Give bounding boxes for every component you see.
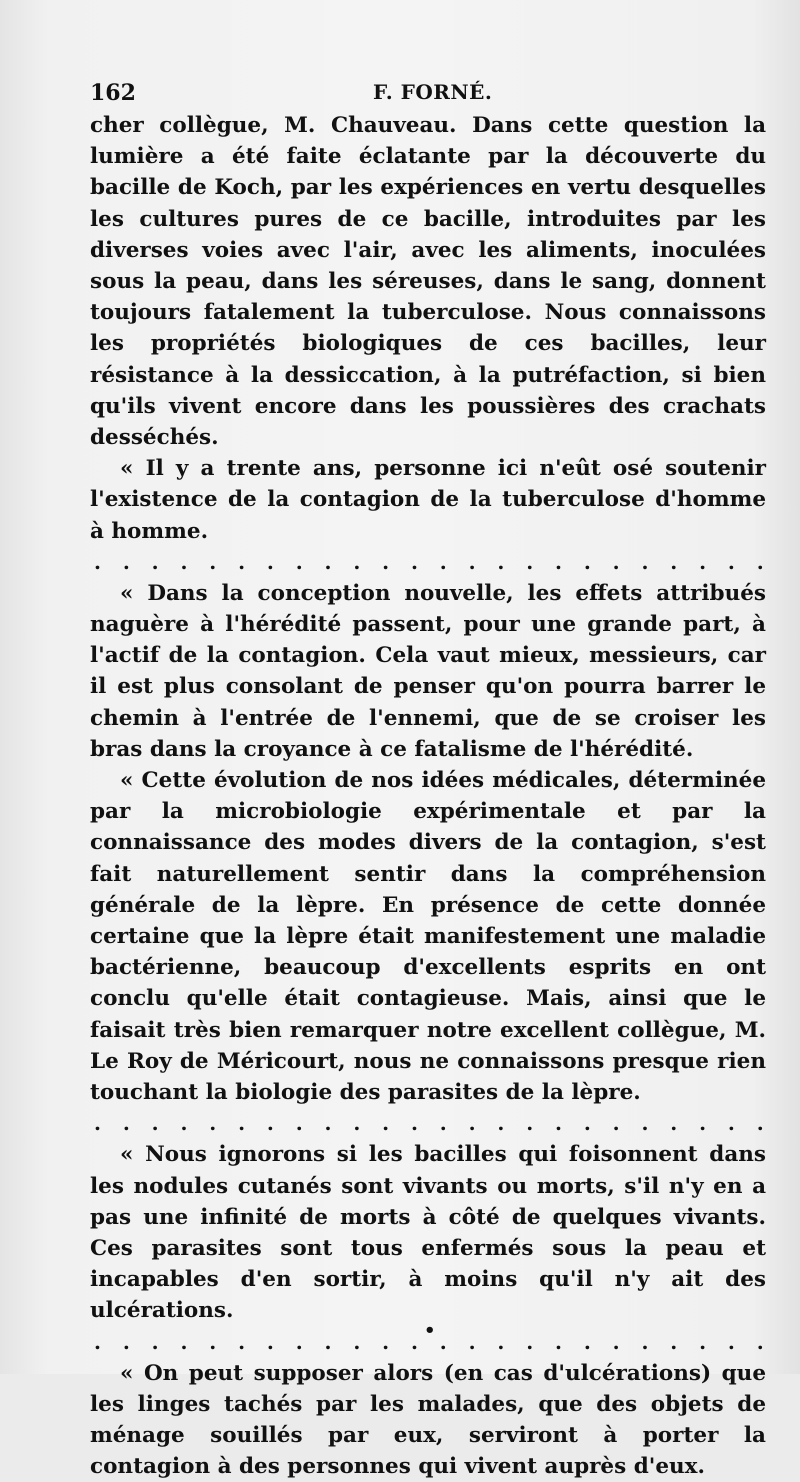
ellipsis-dot: . bbox=[670, 549, 678, 574]
page-header bbox=[88, 80, 766, 110]
ellipsis-dot: . bbox=[641, 1329, 649, 1354]
ellipsis-dot: . bbox=[122, 1111, 130, 1136]
ellipsis-dot: . bbox=[727, 1111, 735, 1136]
paragraph-5: « Nous ignorons si les bacilles qui foisonnent dans les nodules cutanés sont vivants ou morts, s'il n'y en a pas une infinité de morts à côté de quelques vivants. Ces parasites sont tous enfermés sous la peau et incapables d'en sortir, à moins qu'il n'y ait des ulcérations. bbox=[90, 1142, 766, 1324]
ellipsis-dot: . bbox=[295, 549, 303, 574]
running-head: F. FORNÉ. bbox=[373, 80, 493, 104]
ellipsis-dot: . bbox=[439, 549, 447, 574]
ellipsis-dot: . bbox=[526, 1111, 534, 1136]
paragraph-4: « Cette évolution de nos idées médicales, déterminée par la microbiologie expérimentale et par la connaissance des modes divers de la contagion, s'est fait naturellement sentir dans la compréhension générale de la lèpre. En présence de cette donnée certaine que la lèpre était manifestement une maladie bactérienne, beaucoup d'excellents esprits en ont conclu qu'elle était contagieuse. Mais, ainsi que le faisait très bien remarquer notre excellent collègue, M. Le Roy de Méricourt, nous ne connaissons presque rien touchant la biologie des parasites de la lèpre. bbox=[90, 768, 766, 1106]
ellipsis-dot: . bbox=[699, 1329, 707, 1354]
ellipsis-dot: . bbox=[555, 549, 562, 574]
ellipsis-dot: . bbox=[612, 549, 620, 574]
footer-mark: • bbox=[424, 1320, 436, 1341]
ellipsis-dot: . bbox=[295, 1329, 303, 1354]
ellipsis-dot: . bbox=[497, 1111, 505, 1136]
paragraph-6: « On peut supposer alors (en cas d'ulcérations) que les linges tachés par les malades, que des objets de ménage souillés par eux, serviront à porter la contagion à des personnes qui vivent auprès d'eux. bbox=[90, 1360, 766, 1480]
ellipsis-dot: . bbox=[468, 1329, 476, 1354]
ellipsis-row bbox=[90, 1108, 766, 1139]
ellipsis-dot: . bbox=[266, 1111, 274, 1136]
ellipsis-dot: . bbox=[324, 1111, 332, 1136]
ellipsis-dot: . bbox=[468, 549, 476, 574]
ellipsis-dot: . bbox=[497, 549, 505, 574]
ellipsis-dot: . bbox=[151, 1329, 159, 1354]
ellipsis-dot: . bbox=[151, 1111, 159, 1136]
ellipsis-dot: . bbox=[238, 1329, 246, 1354]
ellipsis-dot: . bbox=[180, 1111, 188, 1136]
ellipsis-dot: . bbox=[238, 549, 246, 574]
ellipsis-dot: . bbox=[756, 549, 764, 574]
page-number: 162 bbox=[90, 80, 136, 106]
ellipsis-dot: . bbox=[266, 1329, 274, 1354]
ellipsis-dot: . bbox=[670, 1111, 678, 1136]
ellipsis-dot: . bbox=[497, 1329, 505, 1354]
ellipsis-dot: . bbox=[526, 549, 534, 574]
ellipsis-dot: . bbox=[151, 549, 159, 574]
ellipsis-dot: . bbox=[382, 1329, 390, 1354]
ellipsis-dot: . bbox=[756, 1329, 764, 1354]
ellipsis-dot: . bbox=[382, 1111, 390, 1136]
ellipsis-dot: . bbox=[94, 1329, 101, 1354]
ellipsis-dot: . bbox=[583, 1329, 591, 1354]
paragraph-1: cher collègue, M. Chauveau. Dans cette question la lumière a été faite éclatante par la découverte du bacille de Koch, par les expériences en vertu desquelles les cultures pures de ce bacille, introduites par les diverses voies avec l'air, avec les aliments, inoculées sous la peau, dans les séreuses, dans le sang, donnent toujours fatalement la tuberculose. Nous connaissons les propriétés biologiques de ces bacilles, leur résistance à la dessiccation, à la putréfaction, si bien qu'ils vivent encore dans les poussières des crachats desséchés. bbox=[90, 113, 766, 451]
ellipsis-dot: . bbox=[353, 549, 361, 574]
ellipsis-dot: . bbox=[699, 1111, 707, 1136]
ellipsis-dot: . bbox=[468, 1111, 476, 1136]
ellipsis-row bbox=[90, 547, 766, 578]
ellipsis-dot: . bbox=[727, 1329, 735, 1354]
ellipsis-dot: . bbox=[612, 1111, 620, 1136]
ellipsis-dot: . bbox=[353, 1329, 361, 1354]
ellipsis-dot: . bbox=[641, 1111, 649, 1136]
ellipsis-dot: . bbox=[238, 1111, 246, 1136]
ellipsis-dot: . bbox=[266, 549, 274, 574]
ellipsis-dot: . bbox=[122, 549, 130, 574]
ellipsis-dot: . bbox=[526, 1329, 534, 1354]
ellipsis-dot: . bbox=[209, 549, 217, 574]
ellipsis-dot: . bbox=[555, 1329, 562, 1354]
ellipsis-dot: . bbox=[410, 1111, 418, 1136]
ellipsis-dot: . bbox=[353, 1111, 361, 1136]
ellipsis-dot: . bbox=[699, 549, 707, 574]
ellipsis-dot: . bbox=[410, 1329, 418, 1354]
ellipsis-dot: . bbox=[209, 1329, 217, 1354]
ellipsis-dot: . bbox=[180, 549, 188, 574]
ellipsis-dot: . bbox=[583, 1111, 591, 1136]
ellipsis-dot: . bbox=[324, 549, 332, 574]
ellipsis-dot: . bbox=[410, 549, 418, 574]
ellipsis-dot: . bbox=[122, 1329, 130, 1354]
ellipsis-dot: . bbox=[295, 1111, 303, 1136]
ellipsis-dot: . bbox=[382, 549, 390, 574]
ellipsis-dot: . bbox=[439, 1111, 447, 1136]
paragraph-3: « Dans la conception nouvelle, les effets attribués naguère à l'hérédité passent, pour une grande part, à l'actif de la contagion. Cela vaut mieux, messieurs, car il est plus consolant de penser qu'on pourra barrer le chemin à l'entrée de l'ennemi, que de se croiser les bras dans la croyance à ce fatalisme de l'hérédité. bbox=[90, 580, 766, 762]
ellipsis-dot: . bbox=[94, 549, 101, 574]
ellipsis-dot: . bbox=[641, 549, 649, 574]
body-text bbox=[90, 110, 766, 1482]
ellipsis-dot: . bbox=[555, 1111, 562, 1136]
paragraph-2: « Il y a trente ans, personne ici n'eût osé soutenir l'existence de la contagion de la tuberculose d'homme à homme. bbox=[90, 456, 766, 544]
ellipsis-dot: . bbox=[727, 549, 735, 574]
ellipsis-dot: . bbox=[439, 1329, 447, 1354]
ellipsis-dot: . bbox=[612, 1329, 620, 1354]
ellipsis-dot: . bbox=[180, 1329, 188, 1354]
ellipsis-dot: . bbox=[583, 549, 591, 574]
ellipsis-dot: . bbox=[209, 1111, 217, 1136]
ellipsis-dot: . bbox=[324, 1329, 332, 1354]
ellipsis-dot: . bbox=[756, 1111, 764, 1136]
ellipsis-dot: . bbox=[670, 1329, 678, 1354]
ellipsis-dot: . bbox=[94, 1111, 101, 1136]
